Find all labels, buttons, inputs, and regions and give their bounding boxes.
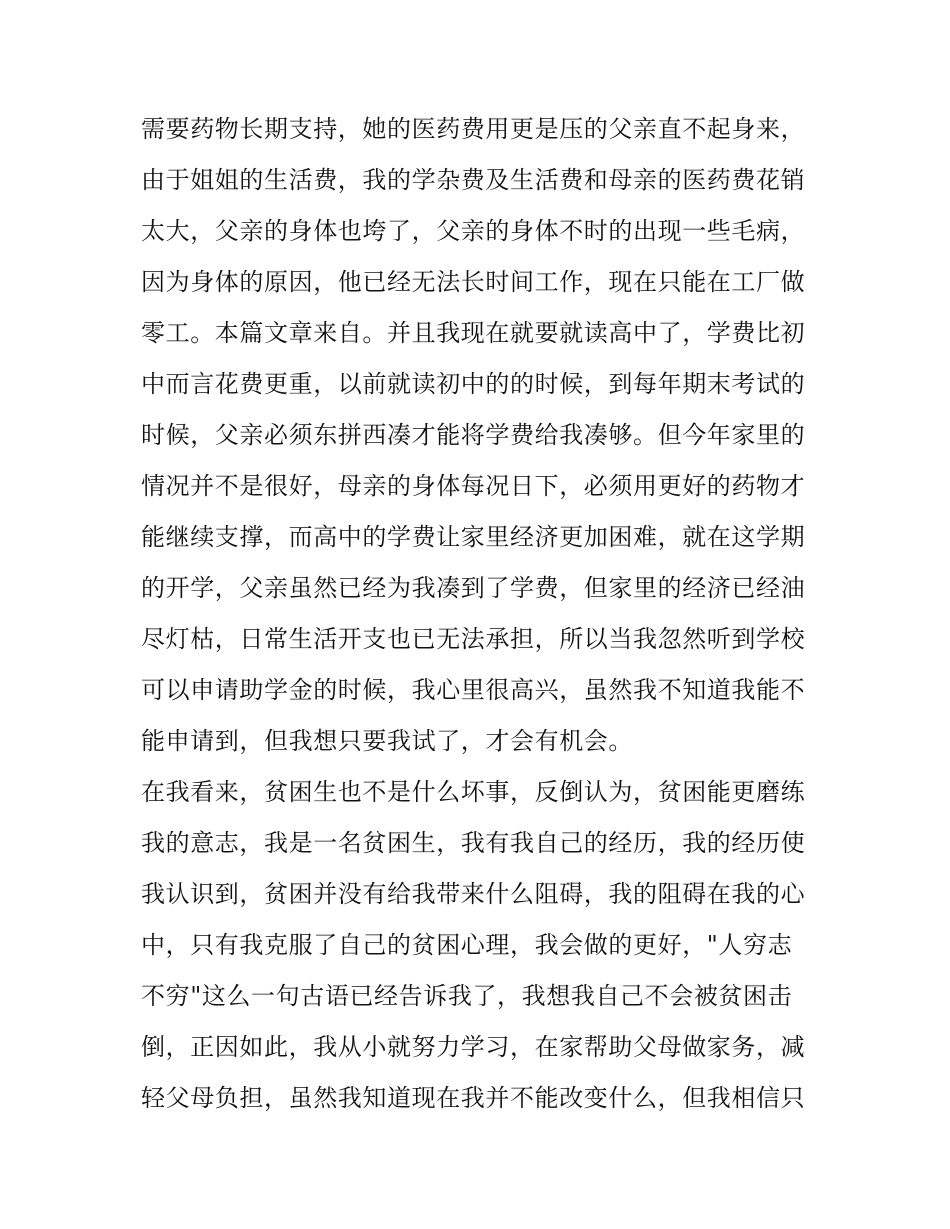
text-line-9: 能继续支撑，而高中的学费让家里经济更加困难，就在这学期 bbox=[141, 523, 806, 551]
text-line-10: 的开学，父亲虽然已经为我凑到了学费，但家里的经济已经油 bbox=[141, 574, 806, 602]
text-line-7: 时候，父亲必须东拼西凑才能将学费给我凑够。但今年家里的 bbox=[141, 421, 806, 449]
body-text bbox=[141, 104, 821, 1124]
text-line-18: 不穷"这么一句古语已经告诉我了，我想我自己不会被贫困击 bbox=[141, 982, 793, 1010]
text-line-1: 需要药物长期支持，她的医药费用更是压的父亲直不起身来， bbox=[141, 115, 806, 143]
text-line-5: 零工。本篇文章来自。并且我现在就要就读高中了，学费比初 bbox=[141, 319, 806, 347]
text-line-3: 太大，父亲的身体也垮了，父亲的身体不时的出现一些毛病， bbox=[141, 217, 806, 245]
text-line-6: 中而言花费更重，以前就读初中的的时候，到每年期末考试的 bbox=[141, 370, 806, 398]
text-line-11: 尽灯枯，日常生活开支也已无法承担，所以当我忽然听到学校 bbox=[141, 625, 806, 653]
text-line-13: 能申请到，但我想只要我试了，才会有机会。 bbox=[141, 727, 633, 755]
text-line-2: 由于姐姐的生活费，我的学杂费及生活费和母亲的医药费花销 bbox=[141, 166, 806, 194]
text-line-16: 我认识到，贫困并没有给我带来什么阻碍，我的阻碍在我的心 bbox=[141, 880, 806, 908]
text-line-20: 轻父母负担，虽然我知道现在我并不能改变什么，但我相信只 bbox=[141, 1084, 806, 1112]
text-line-4: 因为身体的原因，他已经无法长时间工作，现在只能在工厂做 bbox=[141, 268, 806, 296]
text-line-14: 在我看来，贫困生也不是什么坏事，反倒认为，贫困能更磨练 bbox=[141, 778, 806, 806]
text-line-19: 倒，正因如此，我从小就努力学习，在家帮助父母做家务，减 bbox=[141, 1033, 806, 1061]
text-line-8: 情况并不是很好，母亲的身体每况日下，必须用更好的药物才 bbox=[141, 472, 806, 500]
text-line-15: 我的意志，我是一名贫困生，我有我自己的经历，我的经历使 bbox=[141, 829, 806, 857]
text-line-17: 中，只有我克服了自己的贫困心理，我会做的更好，"人穷志 bbox=[141, 931, 793, 959]
text-line-12: 可以申请助学金的时候，我心里很高兴，虽然我不知道我能不 bbox=[141, 676, 806, 704]
